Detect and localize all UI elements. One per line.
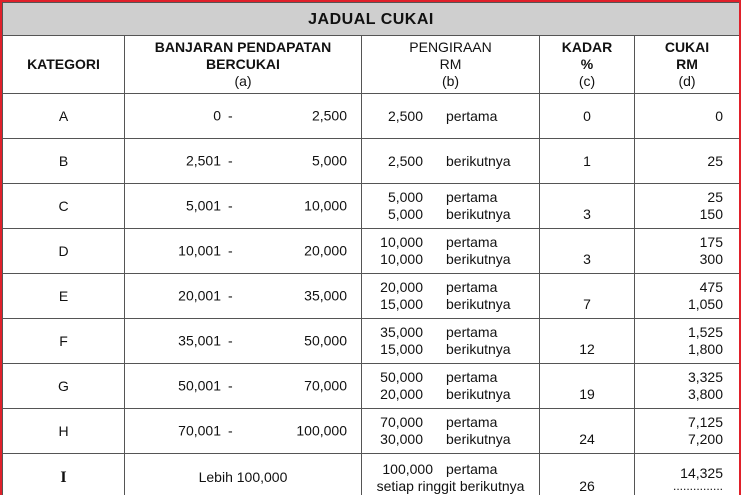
tax-placeholder-dots: ............... xyxy=(672,479,723,493)
calc-word: berikutnya xyxy=(446,431,511,447)
table-row xyxy=(3,319,740,364)
calc-word: berikutnya xyxy=(446,206,511,222)
calc-line-2 xyxy=(362,206,539,223)
calc-amount: 5,000 xyxy=(387,189,423,205)
calc-cell xyxy=(362,229,540,274)
calc-word: berikutnya xyxy=(446,152,511,169)
header-banjaran-line2: BERCUKAI xyxy=(206,56,280,72)
tax-cell xyxy=(635,229,740,274)
range-cell xyxy=(125,364,362,409)
calc-cell xyxy=(362,319,540,364)
header-pengiraan-line2: RM xyxy=(439,56,462,72)
calc-description: setiap ringgit berikutnya xyxy=(376,477,525,494)
rate-cell xyxy=(540,139,635,184)
calc-cell xyxy=(362,94,540,139)
rate-value: 26 xyxy=(579,478,595,494)
tax-cell xyxy=(635,409,740,454)
tax-value-1: 0 xyxy=(715,107,723,124)
calc-line-1 xyxy=(362,461,539,478)
range-high: 10,000 xyxy=(304,197,347,214)
rate-cell xyxy=(540,364,635,409)
range-dash: - xyxy=(228,332,233,349)
category-cell: E xyxy=(3,274,125,319)
calc-word: pertama xyxy=(446,369,498,385)
calc-cell xyxy=(362,274,540,319)
tax-value-1: 25 xyxy=(707,189,723,205)
calc-amount: 15,000 xyxy=(380,341,423,357)
calc-amount: 2,500 xyxy=(387,107,423,124)
calc-amount: 70,000 xyxy=(380,414,423,430)
header-kadar-line3: (c) xyxy=(578,73,596,89)
calc-amount: 2,500 xyxy=(387,152,423,169)
tax-value-1: 7,125 xyxy=(687,414,723,430)
calc-cell xyxy=(362,364,540,409)
header-pengiraan xyxy=(362,36,540,94)
range-high: 100,000 xyxy=(296,422,347,439)
range-high: 70,000 xyxy=(304,377,347,394)
tax-value-1: 175 xyxy=(699,234,723,250)
calc-word: berikutnya xyxy=(446,341,511,357)
calc-amount: 35,000 xyxy=(380,324,423,340)
rate-cell xyxy=(540,454,635,495)
calc-amount: 10,000 xyxy=(380,234,423,250)
calc-cell xyxy=(362,454,540,495)
header-banjaran xyxy=(125,36,362,94)
calc-amount: 30,000 xyxy=(380,431,423,447)
calc-amount: 5,000 xyxy=(387,206,423,222)
range-dash: - xyxy=(228,242,233,259)
calc-word: pertama xyxy=(446,234,498,250)
category-cell: H xyxy=(3,409,125,454)
range-low: 70,001 xyxy=(178,422,221,439)
rate-cell xyxy=(540,184,635,229)
calc-word: berikutnya xyxy=(446,296,511,312)
rate-cell xyxy=(540,229,635,274)
calc-line-1 xyxy=(362,279,539,296)
tax-value-1: 25 xyxy=(707,152,723,169)
range-dash: - xyxy=(228,152,233,169)
tax-cell xyxy=(635,274,740,319)
rate-cell xyxy=(540,94,635,139)
calc-word: pertama xyxy=(446,107,498,124)
tax-value-2: 1,800 xyxy=(687,341,723,357)
table-row xyxy=(3,94,740,139)
range-high: 20,000 xyxy=(304,242,347,259)
tax-cell xyxy=(635,139,740,184)
calc-line-1 xyxy=(362,189,539,206)
calc-word: berikutnya xyxy=(446,386,511,402)
calc-word: pertama xyxy=(446,414,498,430)
calc-line-2 xyxy=(362,431,539,448)
range-low: 10,001 xyxy=(178,242,221,259)
title-row xyxy=(3,3,740,36)
range-dash: - xyxy=(228,107,233,124)
header-cukai-line3: (d) xyxy=(678,73,696,89)
category-cell: B xyxy=(3,139,125,184)
header-kadar-line2: % xyxy=(580,56,594,72)
calc-line-2 xyxy=(362,386,539,403)
category-cell: I xyxy=(3,454,125,495)
range-low: 35,001 xyxy=(178,332,221,349)
calc-line-1 xyxy=(362,234,539,251)
calc-line-1 xyxy=(362,414,539,431)
range-high: 2,500 xyxy=(311,107,347,124)
header-cukai xyxy=(635,36,740,94)
calc-line-2 xyxy=(362,341,539,358)
calc-amount: 20,000 xyxy=(380,279,423,295)
tax-value-1: 14,325 xyxy=(680,465,723,481)
calc-word: pertama xyxy=(446,189,498,205)
tax-cell xyxy=(635,364,740,409)
rate-value: 24 xyxy=(579,430,595,447)
table-row xyxy=(3,274,740,319)
tax-value-2: 3,800 xyxy=(687,386,723,402)
range-cell xyxy=(125,94,362,139)
tax-cell xyxy=(635,94,740,139)
calc-line-1 xyxy=(362,324,539,341)
header-banjaran-line3: (a) xyxy=(234,73,252,89)
header-banjaran-line1: BANJARAN PENDAPATAN xyxy=(154,39,332,55)
rate-value: 7 xyxy=(583,295,591,312)
rate-value: 19 xyxy=(579,385,595,402)
range-dash: - xyxy=(228,287,233,304)
calc-amount: 15,000 xyxy=(380,296,423,312)
category-cell: D xyxy=(3,229,125,274)
category-cell: C xyxy=(3,184,125,229)
tax-value-2: 300 xyxy=(699,251,723,267)
range-high: 5,000 xyxy=(311,152,347,169)
rate-cell xyxy=(540,319,635,364)
calc-word: pertama xyxy=(446,279,498,295)
calc-word: pertama xyxy=(446,324,498,340)
header-row xyxy=(3,36,740,94)
rate-value: 0 xyxy=(583,107,591,124)
calc-line-2 xyxy=(362,296,539,313)
header-kategori: KATEGORI xyxy=(3,36,125,94)
tax-value-1: 475 xyxy=(699,279,723,295)
header-pengiraan-line1: PENGIRAAN xyxy=(409,39,492,55)
header-cukai-line1: CUKAI xyxy=(664,39,710,55)
tax-value-2: 150 xyxy=(699,206,723,222)
header-pengiraan-line3: (b) xyxy=(441,73,460,89)
calc-line-1 xyxy=(362,108,539,125)
calc-cell xyxy=(362,139,540,184)
category-cell: G xyxy=(3,364,125,409)
range-dash: - xyxy=(228,377,233,394)
rate-value: 12 xyxy=(579,340,595,357)
rate-cell xyxy=(540,274,635,319)
rate-value: 1 xyxy=(583,152,591,169)
tax-table xyxy=(2,2,740,495)
tax-value-1: 3,325 xyxy=(687,369,723,385)
range-cell xyxy=(125,139,362,184)
range-low: 50,001 xyxy=(178,377,221,394)
range-low: 5,001 xyxy=(185,197,221,214)
category-cell: F xyxy=(3,319,125,364)
range-cell xyxy=(125,184,362,229)
calc-cell xyxy=(362,184,540,229)
tax-cell xyxy=(635,184,740,229)
table-row xyxy=(3,184,740,229)
table-row xyxy=(3,364,740,409)
calc-amount: 50,000 xyxy=(380,369,423,385)
tax-value-1: 1,525 xyxy=(687,324,723,340)
range-cell xyxy=(125,409,362,454)
range-high: 50,000 xyxy=(304,332,347,349)
rate-cell xyxy=(540,409,635,454)
header-kadar-line1: KADAR xyxy=(561,39,613,55)
calc-amount: 10,000 xyxy=(380,251,423,267)
table-row-last xyxy=(3,454,740,495)
tax-value-2: 7,200 xyxy=(687,431,723,447)
calc-amount: 20,000 xyxy=(380,386,423,402)
table-row xyxy=(3,139,740,184)
range-cell xyxy=(125,319,362,364)
rate-value: 3 xyxy=(583,205,591,222)
tax-cell xyxy=(635,454,740,495)
calc-amount: 100,000 xyxy=(382,460,433,477)
header-cukai-line2: RM xyxy=(676,56,698,72)
range-cell xyxy=(125,274,362,319)
range-low: 0 xyxy=(213,107,221,124)
range-cell: Lebih 100,000 xyxy=(125,454,362,495)
range-cell xyxy=(125,229,362,274)
table-title: JADUAL CUKAI xyxy=(3,3,740,36)
calc-line-1 xyxy=(362,153,539,170)
calc-cell xyxy=(362,409,540,454)
rate-value: 3 xyxy=(583,250,591,267)
calc-word: berikutnya xyxy=(446,251,511,267)
table-row xyxy=(3,409,740,454)
calc-line-1 xyxy=(362,369,539,386)
range-low: 20,001 xyxy=(178,287,221,304)
tax-cell xyxy=(635,319,740,364)
range-low: 2,501 xyxy=(185,152,221,169)
calc-line-2 xyxy=(362,251,539,268)
calc-word: pertama xyxy=(446,460,498,477)
range-high: 35,000 xyxy=(304,287,347,304)
range-dash: - xyxy=(228,197,233,214)
table-row xyxy=(3,229,740,274)
range-dash: - xyxy=(228,422,233,439)
calc-line-2 xyxy=(362,478,539,495)
table-body xyxy=(3,94,740,454)
tax-value-2: 1,050 xyxy=(687,296,723,312)
header-kadar xyxy=(540,36,635,94)
category-cell: A xyxy=(3,94,125,139)
